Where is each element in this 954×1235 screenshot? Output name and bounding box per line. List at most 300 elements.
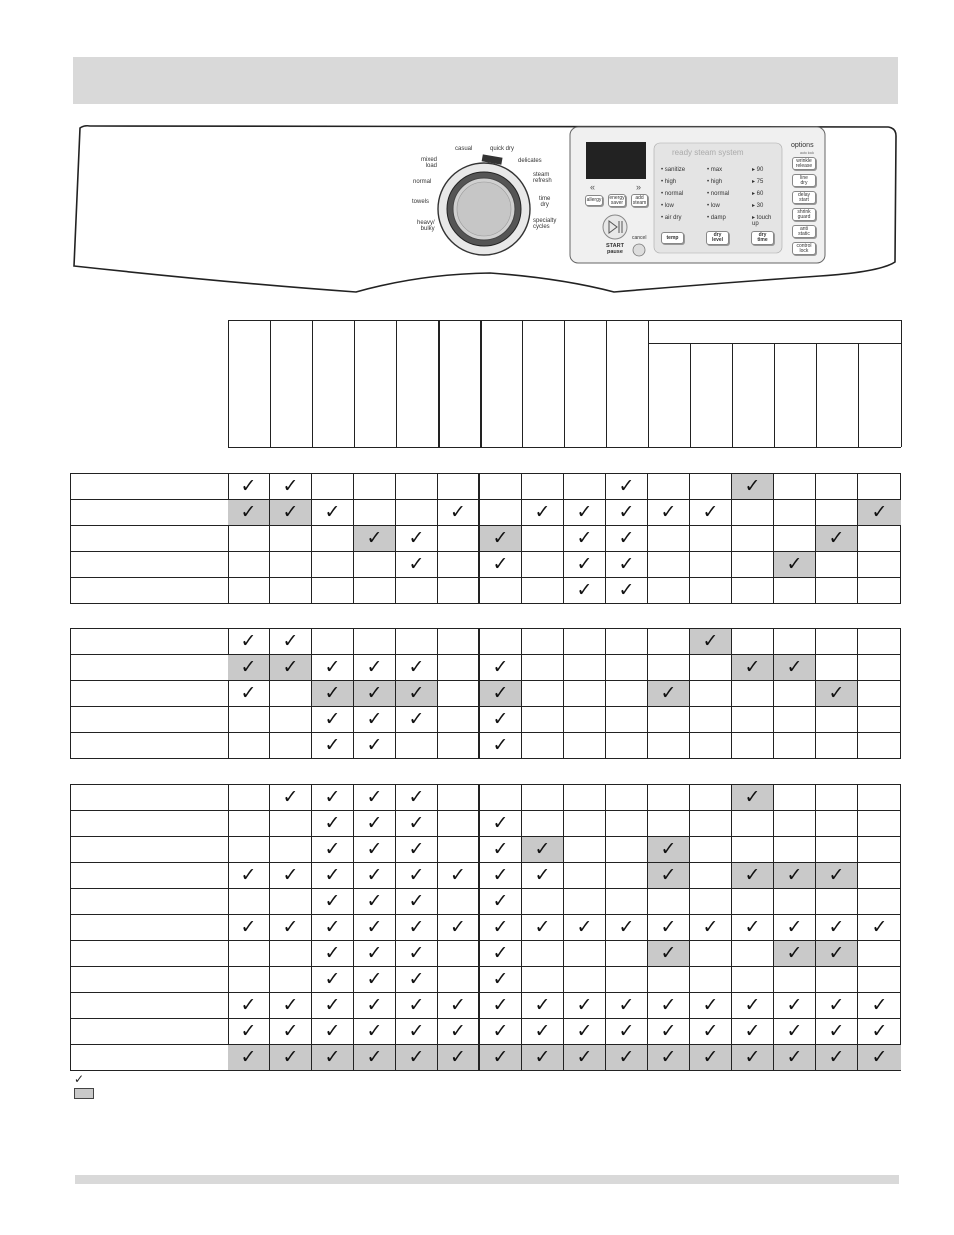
row-label	[71, 474, 229, 500]
table-cell	[228, 474, 270, 499]
table-cell	[270, 785, 312, 810]
checkmark-icon: ✓	[660, 916, 677, 938]
checkmark-icon: ✓	[282, 501, 299, 523]
table-cell	[816, 500, 858, 525]
table-cell	[522, 889, 564, 914]
table-cell	[228, 837, 270, 862]
checkmark-icon: ✓	[576, 1020, 593, 1042]
checkmark-icon: ✓	[282, 1020, 299, 1042]
table-cell	[396, 578, 438, 603]
option-button-5[interactable]: control lock	[792, 242, 816, 255]
checkmark-icon: ✓	[618, 501, 635, 523]
table-cell	[396, 941, 438, 966]
table-cell	[732, 941, 774, 966]
table-cell	[354, 863, 396, 888]
temp-option-0: • sanitize	[661, 167, 686, 173]
legend-check-icon: ✓	[74, 1072, 85, 1086]
checkmark-icon: ✓	[702, 630, 719, 652]
header-column-divider	[522, 320, 523, 447]
checkmark-icon: ✓	[408, 682, 425, 704]
table-cell	[648, 941, 690, 966]
table-cell	[270, 863, 312, 888]
checkmark-icon: ✓	[618, 916, 635, 938]
checkmark-icon: ✓	[450, 1020, 466, 1042]
checkmark-icon: ✓	[408, 994, 425, 1016]
checkmark-icon: ✓	[618, 475, 635, 497]
table-cell	[648, 681, 690, 706]
temp-option-2: • normal	[661, 191, 684, 197]
checkmark-icon: ✓	[408, 864, 425, 886]
table-cell	[732, 993, 774, 1018]
table-cell	[648, 1019, 690, 1044]
checkmark-icon: ✓	[366, 786, 383, 808]
table-cell	[312, 915, 354, 940]
checkmark-icon: ✓	[282, 1046, 299, 1068]
table-cell	[774, 785, 816, 810]
table-cell	[438, 1019, 480, 1044]
row-label	[71, 1045, 229, 1071]
checkmark-icon: ✓	[324, 812, 341, 834]
checkmark-icon: ✓	[828, 1020, 845, 1042]
table-cell	[396, 552, 438, 577]
option-button-1[interactable]: line dry	[792, 174, 816, 187]
table-cell	[858, 785, 901, 810]
checkmark-icon: ✓	[240, 682, 257, 704]
header-column-divider	[648, 320, 649, 447]
table-cell	[522, 941, 564, 966]
table-row	[70, 551, 901, 577]
checkmark-icon: ✓	[744, 656, 761, 678]
table-cell	[606, 863, 648, 888]
table-cell	[606, 889, 648, 914]
table-cell	[732, 1019, 774, 1044]
table-cell	[438, 967, 480, 992]
table-cell	[858, 500, 901, 525]
table-cell	[312, 941, 354, 966]
table-cell	[858, 733, 901, 758]
header-column-divider	[312, 320, 313, 447]
table-cell	[816, 552, 858, 577]
table-cell	[606, 785, 648, 810]
table-cell	[732, 837, 774, 862]
table-cell	[648, 915, 690, 940]
table-cell	[396, 837, 438, 862]
table-cell	[438, 863, 480, 888]
checkmark-icon: ✓	[324, 682, 341, 704]
checkmark-icon: ✓	[492, 916, 509, 938]
option-button-2[interactable]: delay start	[792, 191, 816, 204]
checkmark-icon: ✓	[450, 994, 466, 1016]
table-cell	[480, 863, 522, 888]
table-cell	[480, 993, 522, 1018]
checkmark-icon: ✓	[366, 812, 383, 834]
table-cell	[522, 474, 564, 499]
table-cell	[774, 915, 816, 940]
options-subtitle: auto lock	[800, 151, 815, 155]
table-cell	[648, 552, 690, 577]
table-cell	[816, 1019, 858, 1044]
table-cell	[606, 1045, 648, 1070]
table-cell	[690, 655, 732, 680]
table-cell	[816, 967, 858, 992]
table-cell	[816, 681, 858, 706]
table-cell	[438, 889, 480, 914]
table-cell	[522, 837, 564, 862]
table-cell	[396, 629, 438, 654]
checkmark-icon: ✓	[408, 656, 425, 678]
option-button-4[interactable]: anti static	[792, 225, 816, 238]
table-cell	[438, 837, 480, 862]
table-cell	[816, 941, 858, 966]
row-label	[71, 941, 229, 967]
dial-label-specialty-cycles: specialty cycles	[533, 218, 557, 231]
table-cell	[732, 526, 774, 551]
table-cell	[438, 993, 480, 1018]
table-cell	[312, 526, 354, 551]
checkmark-icon: ✓	[408, 968, 425, 990]
checkmark-icon: ✓	[282, 916, 299, 938]
table-row	[70, 1044, 901, 1071]
checkmark-icon: ✓	[871, 1046, 888, 1068]
checkmark-icon: ✓	[408, 812, 425, 834]
checkmark-icon: ✓	[660, 682, 677, 704]
table-cell	[732, 578, 774, 603]
table-cell	[564, 1045, 606, 1070]
table-cell	[732, 733, 774, 758]
checkmark-icon: ✓	[492, 838, 509, 860]
checkmark-icon: ✓	[366, 916, 383, 938]
table-cell	[480, 1019, 522, 1044]
table-row	[70, 784, 901, 810]
table-cell	[438, 655, 480, 680]
table-cell	[858, 1019, 901, 1044]
table-cell	[606, 526, 648, 551]
checkmark-icon: ✓	[828, 682, 845, 704]
row-label	[71, 552, 229, 578]
checkmark-icon: ✓	[282, 475, 299, 497]
table-cell	[564, 967, 606, 992]
table-cell	[690, 785, 732, 810]
cancel-label: cancel	[632, 235, 647, 241]
dial-label-time-dry: time dry	[539, 196, 551, 209]
option-button-3[interactable]: shrink guard	[792, 208, 816, 221]
table-cell	[774, 1019, 816, 1044]
table-cell	[774, 552, 816, 577]
table-cell	[690, 941, 732, 966]
table-cell	[732, 967, 774, 992]
checkmark-icon: ✓	[744, 994, 761, 1016]
table-cell	[522, 500, 564, 525]
table-cell	[858, 629, 901, 654]
table-cell	[270, 837, 312, 862]
checkmark-icon: ✓	[282, 656, 299, 678]
table-cell	[564, 993, 606, 1018]
temp-option-3: • low	[661, 203, 674, 209]
table-cell	[354, 837, 396, 862]
checkmark-icon: ✓	[828, 942, 845, 964]
checkmark-icon: ✓	[492, 942, 509, 964]
table-cell	[732, 629, 774, 654]
checkmark-icon: ✓	[324, 890, 341, 912]
table-cell	[732, 1045, 774, 1070]
table-cell	[312, 733, 354, 758]
table-cell	[816, 629, 858, 654]
row-label	[71, 733, 229, 759]
table-cell	[480, 526, 522, 551]
table-cell	[354, 500, 396, 525]
table-cell	[732, 552, 774, 577]
checkmark-icon: ✓	[702, 916, 719, 938]
checkmark-icon: ✓	[660, 838, 677, 860]
checkmark-icon: ✓	[618, 1046, 635, 1068]
checkmark-icon: ✓	[702, 994, 719, 1016]
checkmark-icon: ✓	[492, 527, 509, 549]
table-cell	[774, 578, 816, 603]
checkmark-icon: ✓	[240, 994, 257, 1016]
table-cell	[816, 733, 858, 758]
checkmark-icon: ✓	[660, 942, 677, 964]
table-cell	[648, 1045, 690, 1070]
checkmark-icon: ✓	[450, 916, 466, 938]
dry-level-option-3: • low	[707, 203, 720, 209]
table-cell	[270, 967, 312, 992]
table-cell	[396, 811, 438, 836]
table-cell	[690, 681, 732, 706]
table-cell	[648, 811, 690, 836]
system-name: ready steam system	[672, 148, 744, 157]
table-cell	[270, 993, 312, 1018]
table-cell	[816, 863, 858, 888]
table-cell	[690, 474, 732, 499]
checkmark-icon: ✓	[576, 501, 593, 523]
checkmark-icon: ✓	[576, 994, 593, 1016]
table-cell	[858, 993, 901, 1018]
table-cell	[732, 889, 774, 914]
table-cell	[354, 629, 396, 654]
table-cell	[816, 889, 858, 914]
temp-button[interactable]: temp	[661, 232, 684, 244]
table-cell	[858, 915, 901, 940]
table-cell	[228, 500, 270, 525]
dial-label-steam-refresh: steam refresh	[533, 172, 552, 185]
header-column-divider	[438, 320, 440, 447]
checkmark-icon: ✓	[324, 1020, 341, 1042]
table-cell	[648, 785, 690, 810]
dry-level-option-0: • max	[707, 167, 723, 173]
table-row	[70, 810, 901, 836]
header-column-divider	[228, 320, 229, 447]
table-cell	[606, 552, 648, 577]
start-pause-label: START pause	[606, 243, 624, 255]
table-cell	[564, 1019, 606, 1044]
table-cell	[354, 811, 396, 836]
checkmark-icon: ✓	[660, 1020, 677, 1042]
checkmark-icon: ✓	[618, 1020, 635, 1042]
checkmark-icon: ✓	[534, 1020, 551, 1042]
checkmark-icon: ✓	[240, 1046, 257, 1068]
table-cell	[480, 629, 522, 654]
header-column-divider	[732, 343, 733, 447]
checkmark-icon: ✓	[744, 1020, 761, 1042]
checkmark-icon: ✓	[240, 916, 257, 938]
table-cell	[690, 837, 732, 862]
table-cell	[858, 889, 901, 914]
header-column-divider	[901, 320, 902, 447]
table-cell	[312, 681, 354, 706]
checkmark-icon: ✓	[744, 1046, 761, 1068]
checkmark-icon: ✓	[282, 630, 299, 652]
table-cell	[312, 578, 354, 603]
row-label	[71, 993, 229, 1019]
checkmark-icon: ✓	[408, 553, 425, 575]
table-cell	[774, 681, 816, 706]
table-cell	[816, 811, 858, 836]
option-button-0[interactable]: wrinkle release	[792, 157, 816, 170]
checkmark-icon: ✓	[871, 1020, 888, 1042]
table-cell	[396, 526, 438, 551]
dry-time-button[interactable]: dry time	[751, 231, 774, 245]
row-label	[71, 707, 229, 733]
checkmark-icon: ✓	[324, 786, 341, 808]
table-cell	[270, 1019, 312, 1044]
table-cell	[774, 941, 816, 966]
table-cell	[816, 837, 858, 862]
dry-level-button[interactable]: dry level	[706, 231, 729, 245]
table-cell	[270, 889, 312, 914]
table-cell	[312, 967, 354, 992]
checkmark-icon: ✓	[744, 916, 761, 938]
table-row	[70, 654, 901, 680]
table-cell	[564, 500, 606, 525]
dial-label-mixed-load: mixed load	[421, 157, 438, 170]
table-cell	[354, 681, 396, 706]
row-label	[71, 915, 229, 941]
checkmark-icon: ✓	[366, 968, 383, 990]
table-cell	[480, 1045, 522, 1070]
table-cell	[564, 941, 606, 966]
checkmark-icon: ✓	[366, 838, 383, 860]
table-cell	[690, 629, 732, 654]
table-cell	[354, 526, 396, 551]
table-cell	[522, 1045, 564, 1070]
checkmark-icon: ✓	[618, 553, 635, 575]
checkmark-icon: ✓	[366, 864, 383, 886]
table-cell	[480, 967, 522, 992]
table-cell	[648, 526, 690, 551]
control-panel-illustration	[0, 0, 954, 300]
allergy-button[interactable]: allergy	[585, 195, 603, 206]
table-cell	[438, 578, 480, 603]
table-cell	[606, 915, 648, 940]
table-cell	[564, 578, 606, 603]
table-cell	[522, 967, 564, 992]
checkmark-icon: ✓	[786, 994, 803, 1016]
table-cell	[312, 655, 354, 680]
table-cell	[564, 629, 606, 654]
checkmark-icon: ✓	[324, 501, 341, 523]
table-cell	[564, 655, 606, 680]
checkmark-icon: ✓	[786, 656, 803, 678]
checkmark-icon: ✓	[534, 501, 551, 523]
header-column-divider	[270, 320, 271, 447]
checkmark-icon: ✓	[618, 579, 635, 601]
table-cell	[564, 837, 606, 862]
table-cell	[564, 526, 606, 551]
row-label	[71, 1019, 229, 1045]
table-cell	[690, 1019, 732, 1044]
table-cell	[816, 526, 858, 551]
table-cell	[480, 552, 522, 577]
table-cell	[354, 941, 396, 966]
table-cell	[648, 500, 690, 525]
table-cell	[522, 1019, 564, 1044]
table-cell	[690, 967, 732, 992]
table-cell	[312, 707, 354, 732]
table-cell	[816, 474, 858, 499]
checkmark-icon: ✓	[282, 864, 299, 886]
checkmark-icon: ✓	[408, 1020, 425, 1042]
checkmark-icon: ✓	[366, 1046, 383, 1068]
dial-label-heavy-bulky: heavy/ bulky	[417, 220, 435, 233]
checkmark-icon: ✓	[408, 1046, 425, 1068]
table-row	[70, 499, 901, 525]
table-cell	[312, 1019, 354, 1044]
table-cell	[522, 785, 564, 810]
table-cell	[270, 474, 312, 499]
table-row	[70, 473, 901, 499]
table-cell	[606, 681, 648, 706]
table-row	[70, 914, 901, 940]
energy-saver-button[interactable]: energy saver	[609, 194, 625, 206]
table-cell	[690, 578, 732, 603]
table-row	[70, 992, 901, 1018]
table-cell	[312, 837, 354, 862]
table-cell	[858, 967, 901, 992]
checkmark-icon: ✓	[240, 864, 257, 886]
table-cell	[396, 993, 438, 1018]
table-cell	[858, 526, 901, 551]
table-cell	[522, 707, 564, 732]
table-cell	[480, 811, 522, 836]
checkmark-icon: ✓	[534, 864, 551, 886]
checkmark-icon: ✓	[408, 890, 425, 912]
checkmark-icon: ✓	[660, 1046, 677, 1068]
checkmark-icon: ✓	[660, 864, 677, 886]
table-cell	[564, 707, 606, 732]
header-column-divider	[690, 343, 691, 447]
dial-label-normal: normal	[413, 179, 432, 185]
table-cell	[228, 578, 270, 603]
checkmark-icon: ✓	[408, 786, 425, 808]
checkmark-icon: ✓	[744, 864, 761, 886]
add-steam-button[interactable]: add steam	[632, 194, 647, 206]
checkmark-icon: ✓	[408, 527, 425, 549]
table-cell	[438, 500, 480, 525]
dry-time-option-1: ▸ 75	[752, 179, 764, 185]
checkmark-icon: ✓	[492, 682, 509, 704]
table-cell	[438, 526, 480, 551]
table-cell	[228, 629, 270, 654]
table-cell	[648, 967, 690, 992]
table-row	[70, 680, 901, 706]
table-cell	[396, 889, 438, 914]
row-label	[71, 837, 229, 863]
table-cell	[396, 1045, 438, 1070]
table-cell	[228, 552, 270, 577]
checkmark-icon: ✓	[240, 630, 257, 652]
checkmark-icon: ✓	[828, 864, 845, 886]
checkmark-icon: ✓	[366, 682, 383, 704]
